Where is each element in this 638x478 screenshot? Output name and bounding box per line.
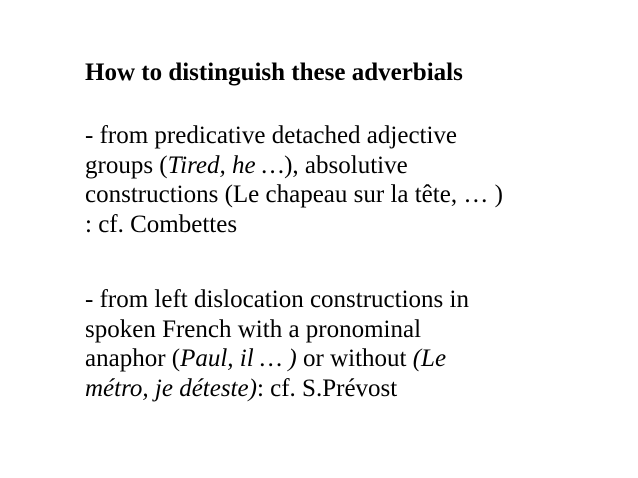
paragraph-line [85,344,469,374]
paragraph-predicative [85,121,503,239]
paragraph-line [85,151,503,181]
paragraph-line: - from left dislocation constructions in [85,286,469,313]
paragraph-line: constructions (Le chapeau sur la tête, … ) [85,181,503,208]
text-run: : cf. S.Prévost [256,374,398,402]
italic-example: Paul, il … ) [180,345,297,372]
text-run: ), absolutive [284,151,408,179]
text-run: anaphor ( [85,345,181,372]
italic-example: Tired, he … [167,151,285,179]
paragraph-line: : cf. Combettes [85,210,238,238]
italic-example: (Le [412,345,447,372]
text-run: or without [296,345,413,372]
slide-title: How to distinguish these adverbials [85,59,463,86]
text-run: groups ( [85,151,168,179]
paragraph-line [85,374,469,404]
italic-example: métro, je déteste) [85,374,257,402]
paragraph-dislocation [85,285,469,403]
paragraph-line: - from predicative detached adjective [85,122,458,149]
paragraph-line: spoken French with a pronominal [85,315,422,343]
